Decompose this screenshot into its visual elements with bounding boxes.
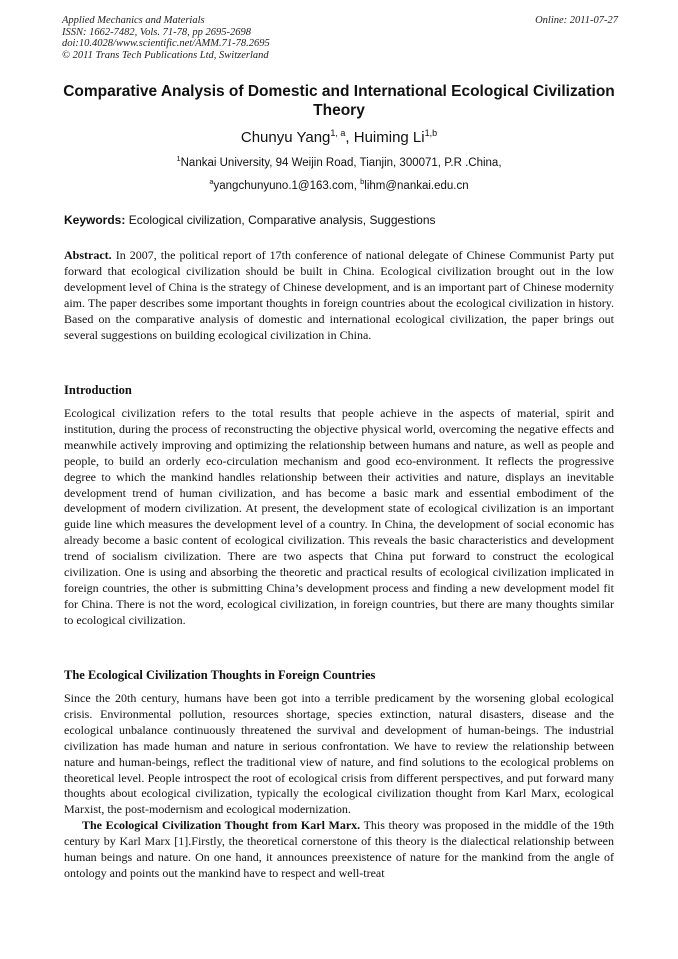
section-heading-foreign-thoughts: The Ecological Civilization Thoughts in Foreign Countries — [64, 668, 376, 682]
subsection-label: The Ecological Civilization Thought from Karl Marx. — [82, 818, 361, 833]
affiliation-text: Nankai University, 94 Weijin Road, Tianjin, 300071, P.R .China, — [180, 157, 502, 169]
journal-header — [62, 15, 618, 61]
author-name: Huiming Li — [353, 129, 425, 146]
issn-line: ISSN: 1662-7482, Vols. 71-78, pp 2695-2698 — [62, 26, 251, 38]
paragraph — [64, 818, 614, 882]
doi-line: doi:10.4028/www.scientific.net/AMM.71-78.2695 — [62, 38, 270, 49]
author-superscript: 1, a — [330, 128, 346, 138]
abstract — [64, 248, 614, 343]
keywords-text: Ecological civilization, Comparative analysis, Suggestions — [125, 213, 436, 227]
author-name: Chunyu Yang — [240, 129, 331, 146]
paper-title: Comparative Analysis of Domestic and International Ecological Civilization Theory — [63, 83, 615, 119]
copyright-line: © 2011 Trans Tech Publications Ltd, Switzerland — [62, 49, 269, 61]
affiliation-superscript: 1 — [176, 154, 181, 163]
author-superscript: 1,b — [424, 128, 438, 138]
section-heading-introduction: Introduction — [64, 383, 132, 397]
keywords — [64, 213, 620, 227]
author-line — [60, 128, 618, 146]
paragraph-text: This theory was proposed in the middle of the 19th century by Karl Marx [1].Firstly, the theoretical cornerstone of this theory is the dialectical relationship between human beings and nature. On one hand, it announces preexistence of nature for the mankind from the angle of ontology and points out the mankind have to respect and well-treat — [64, 818, 614, 880]
email-link[interactable]: yangchunyuno.1@163.com, — [213, 180, 361, 192]
online-date: Online: 2011-07-27 — [535, 15, 618, 26]
foreign-thoughts-body — [64, 691, 614, 882]
journal-name: Applied Mechanics and Materials — [62, 15, 205, 26]
author-separator: , — [345, 129, 354, 146]
paragraph: Since the 20th century, humans have been got into a terrible predicament by the worsening global ecological crisis. Environmental pollution, resources shortage, species extinction, natural disasters, disease and the ecological unbalance continuously threatened the survival and development of human-beings. The industrial civilization has made human and nature in serious confrontation. We have to review the relationship between nature and human-beings, reflect the traditional view of nature, and find solutions to the ecological problems on theoretical level. People introspect the root of ecological crisis from different perspectives, and put forward many thoughts about ecological civilization, typically the ecological civilization thought from Karl Marx, ecological Marxist, the post-modernism and ecological modernization. — [64, 691, 614, 817]
abstract-text: In 2007, the political report of 17th conference of national delegate of Chinese Communist Party put forward that ecological civilization should be built in China. Ecological civilization brought out in the low development level of China is the strategy of Chinese development, and is an important part of Chinese modernity aim. The paper describes some important thoughts in foreign countries about the ecological civilization in history. Based on the comparative analysis of domestic and international ecological civilization, the paper brings out several suggestions on building ecological civilization in China. — [64, 248, 614, 342]
paragraph: Ecological civilization refers to the total results that people achieve in the aspects of material, spirit and institution, during the process of reconstructing the objective physical world, overcoming the negative effects and meanwhile actively improving and optimizing the relationship between humans and nature, as well as people and people, to build an orderly eco-circulation mechanism and good eco-environment. It reflects the progressive degree to which the mankind handles relationship between their activities and nature, displays an inevitable development trend of human civilization, and has become a basic mark and essential embodiment of the development of modern civilization. At present, the development state of ecological civilization is an important guide line which measures the development level of a country. In China, the development of social economic has already become a basic content of ecological civilization. This reveals the basic characteristics and development trend of socialism civilization. There are two aspects that China put forward to construct the ecological civilization. One is using and absorbing the theoretic and practical results of ecological civilization implicated in foreign countries, the other is submitting China’s development process and finding a new development model fit for China. There is not the word, ecological civilization, in foreign countries, but there are many thoughts similar to ecological civilization. — [64, 406, 614, 627]
email-superscript: a — [209, 177, 214, 186]
affiliation — [60, 154, 618, 169]
keywords-label: Keywords: — [64, 213, 126, 227]
email-link[interactable]: lihm@nankai.edu.cn — [364, 180, 469, 192]
author-emails — [60, 177, 618, 192]
email-superscript: b — [360, 177, 365, 186]
abstract-label: Abstract. — [64, 248, 112, 262]
introduction-body — [64, 406, 614, 629]
